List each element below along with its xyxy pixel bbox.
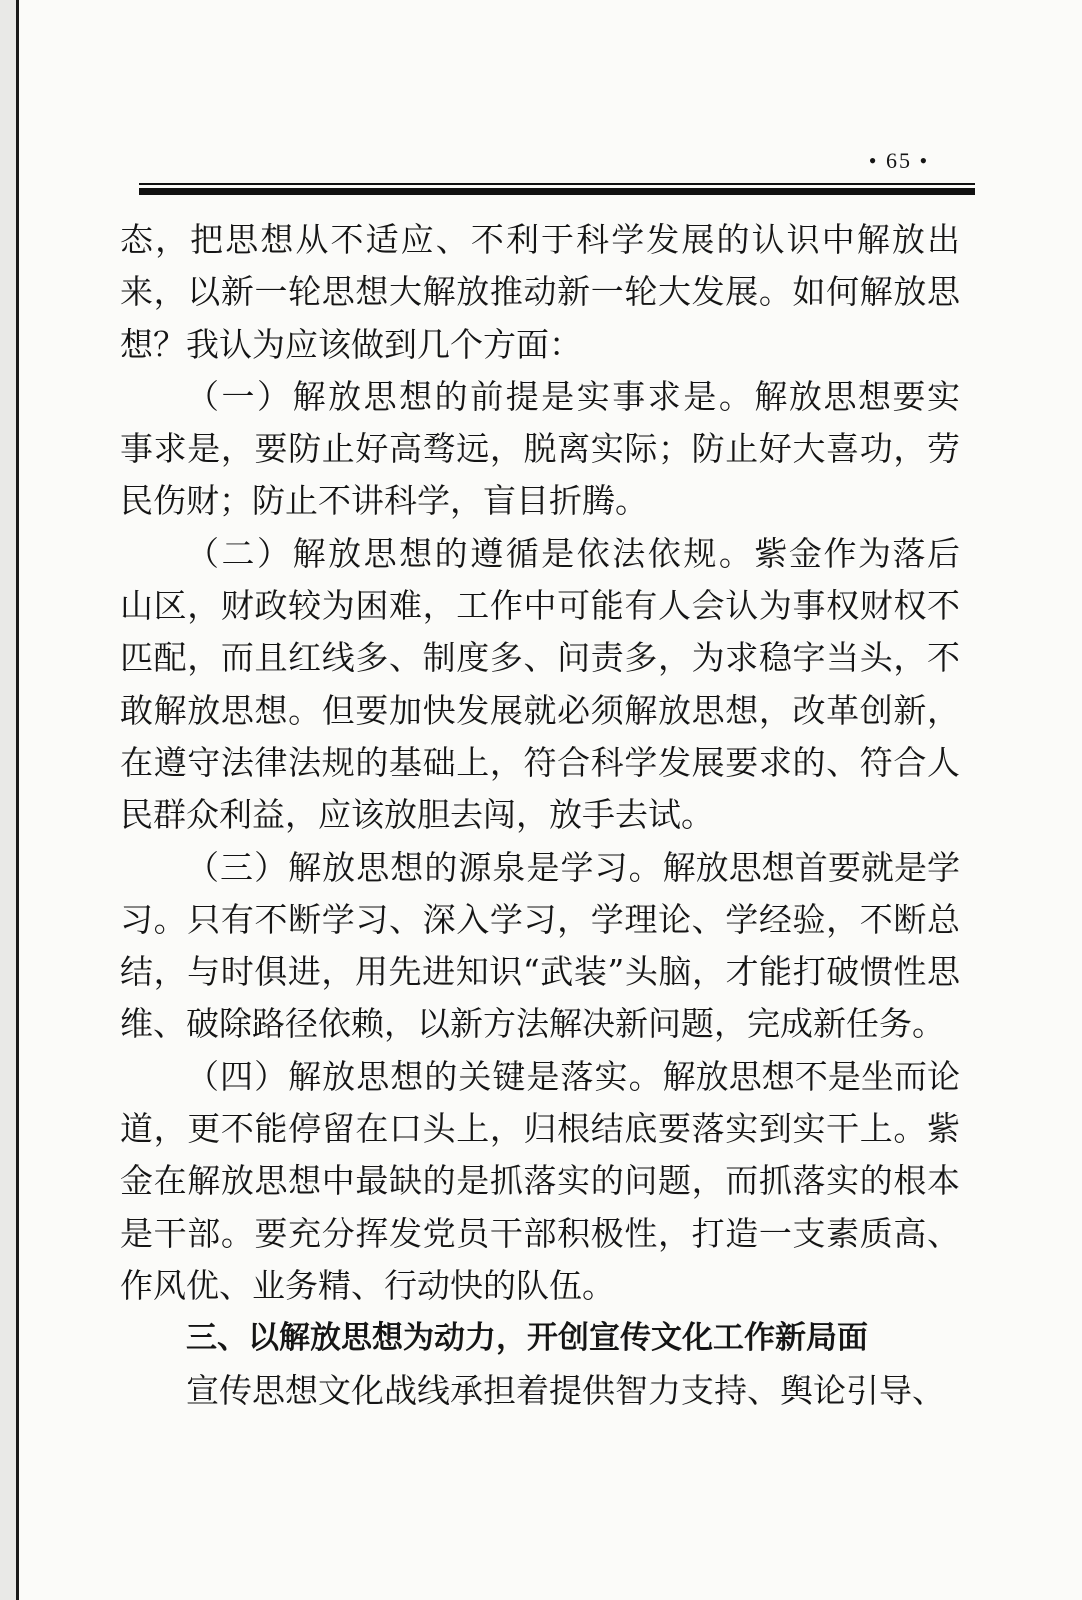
continuation-paragraph: 态，把思想从不适应、不利于科学发展的认识中解放出来，以新一轮思想大解放推动新一轮大发展。如何解放思想？我认为应该做到几个方面： xyxy=(120,220,960,364)
point-two-paragraph xyxy=(120,528,960,842)
point-one-lead: （一）解放思想的前提是实事求是。 xyxy=(186,376,755,416)
point-two-lead: （二）解放思想的遵循是依法依规。 xyxy=(186,533,755,573)
point-three-paragraph xyxy=(120,842,960,1051)
point-four-paragraph xyxy=(120,1051,960,1312)
final-paragraph: 宣传思想文化战线承担着提供智力支持、舆论引导、 xyxy=(186,1370,945,1410)
body-text xyxy=(120,214,960,1417)
point-three-lead: （三）解放思想的源泉是学习。 xyxy=(186,847,663,887)
header-rule-thin xyxy=(139,183,975,185)
point-one-text: 解放思想要实事求是，要防止好高骛远，脱离实际；防止好大喜功，劳民伤财；防止不讲科学，盲目折腾。 xyxy=(120,376,961,521)
point-four-text: 解放思想不是坐而论道，更不能停留在口头上，归根结底要落实到实干上。紫金在解放思想中最缺的是抓落实的问题，而抓落实的根本是干部。要充分挥发党员干部积极性，打造一支素质高、作风优、业务精、行动快的队伍。 xyxy=(120,1056,961,1305)
point-one-paragraph xyxy=(120,371,960,528)
header-rule-thick xyxy=(139,188,975,195)
point-two-text: 紫金作为落后山区，财政较为困难，工作中可能有人会认为事权财权不匹配，而且红线多、制度多、问责多，为求稳字当头，不敢解放思想。但要加快发展就必须解放思想，改革创新，在遵守法律法规的基础上，符合科学发展要求的、符合人民群众利益，应该放胆去闯，放手去试。 xyxy=(120,533,961,835)
page-number: • 65 • xyxy=(868,148,930,173)
section-heading: 三、以解放思想为动力，开创宣传文化工作新局面 xyxy=(186,1320,868,1357)
point-four-lead: （四）解放思想的关键是落实。 xyxy=(186,1056,663,1096)
point-three-text: 解放思想首要就是学习。只有不断学习、深入学习，学理论、学经验，不断总结，与时俱进，用先进知识“武装”头脑，才能打破惯性思维、破除路径依赖，以新方法解决新问题，完成新任务。 xyxy=(120,847,961,1044)
